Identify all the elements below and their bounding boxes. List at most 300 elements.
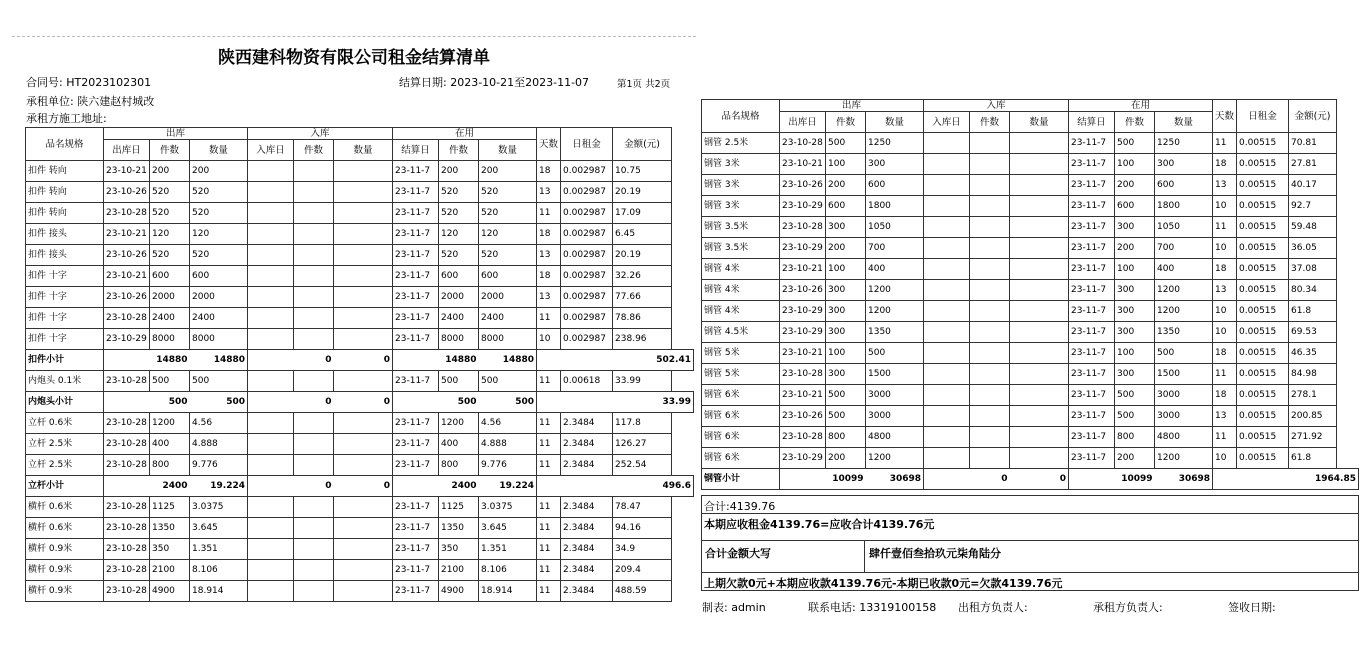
table-cell: 600: [439, 266, 479, 287]
header-days: 天数: [537, 128, 561, 161]
table-cell: 1350: [439, 518, 479, 539]
subtotal-cell: 500: [439, 392, 479, 413]
table-cell: [1010, 154, 1069, 175]
table-cell: [334, 329, 393, 350]
table-cell: 0.002987: [561, 266, 613, 287]
table-cell: 1.351: [190, 539, 248, 560]
table-cell: 23-10-28: [780, 217, 826, 238]
header-out: 出库: [104, 128, 248, 140]
table-cell: [970, 364, 1010, 385]
table-cell: 23-11-7: [1069, 217, 1115, 238]
table-cell: 18: [537, 224, 561, 245]
table-cell: 700: [866, 238, 924, 259]
table-cell: 0.00515: [1237, 238, 1289, 259]
subtotal-cell: 内炮头小计: [26, 392, 104, 413]
table-cell: [970, 322, 1010, 343]
table-cell: 20.19: [613, 245, 672, 266]
table-cell: [970, 427, 1010, 448]
table-cell: 11: [537, 434, 561, 455]
table-cell: [334, 539, 393, 560]
table-cell: 钢管 3米: [702, 154, 780, 175]
table-cell: 20.19: [613, 182, 672, 203]
table-cell: 23-10-29: [104, 329, 150, 350]
table-cell: 23-10-28: [104, 371, 150, 392]
subtotal-cell: 扣件小计: [26, 350, 104, 371]
table-cell: 18: [1213, 154, 1237, 175]
rental-table-1: [25, 127, 694, 602]
table-cell: 0.002987: [561, 224, 613, 245]
table-cell: 8000: [479, 329, 537, 350]
table-cell: 3.645: [479, 518, 537, 539]
table-cell: [248, 224, 294, 245]
table-cell: 10: [1213, 448, 1237, 469]
subtotal-cell: 0: [1010, 469, 1069, 490]
table-cell: [1010, 175, 1069, 196]
table-cell: 94.16: [613, 518, 672, 539]
table-cell: 3000: [866, 385, 924, 406]
table-cell: 18: [1213, 259, 1237, 280]
table-cell: 4.888: [479, 434, 537, 455]
table-cell: [970, 175, 1010, 196]
table-cell: [294, 518, 334, 539]
table-cell: 23-10-26: [780, 175, 826, 196]
table-cell: 2000: [190, 287, 248, 308]
table-cell: 252.54: [613, 455, 672, 476]
table-cell: 0.00515: [1237, 406, 1289, 427]
table-cell: 300: [826, 364, 866, 385]
table-cell: [294, 560, 334, 581]
table-cell: [294, 182, 334, 203]
table-cell: [334, 560, 393, 581]
table-cell: 0.002987: [561, 203, 613, 224]
table-cell: 100: [1115, 259, 1155, 280]
table-cell: [334, 161, 393, 182]
table-row: [26, 581, 694, 602]
table-cell: 1050: [1155, 217, 1213, 238]
table-row: [26, 413, 694, 434]
balance-line: 上期欠款0元+本期应收款4139.76元-本期已收款0元=欠款4139.76元: [701, 573, 1359, 591]
table-cell: [970, 301, 1010, 322]
table-cell: 600: [190, 266, 248, 287]
table-cell: 1200: [1155, 301, 1213, 322]
table-cell: 4.888: [190, 434, 248, 455]
table-cell: 520: [479, 245, 537, 266]
table-cell: [248, 518, 294, 539]
table-cell: 500: [826, 133, 866, 154]
table-cell: 92.7: [1289, 196, 1337, 217]
table-cell: 横杆 0.9米: [26, 560, 104, 581]
table-cell: 钢管 6米: [702, 427, 780, 448]
subtotal-cell: 14880: [479, 350, 537, 371]
header-amount: 金额(元): [1289, 100, 1337, 133]
table-cell: 0.00515: [1237, 385, 1289, 406]
table-cell: 10.75: [613, 161, 672, 182]
table-cell: 1200: [1155, 448, 1213, 469]
table-cell: 520: [479, 182, 537, 203]
table-cell: 61.8: [1289, 301, 1337, 322]
table-cell: [1010, 301, 1069, 322]
table-cell: [970, 196, 1010, 217]
table-cell: 77.66: [613, 287, 672, 308]
table-cell: 200: [1115, 448, 1155, 469]
table-cell: 钢管 6米: [702, 448, 780, 469]
table-cell: [334, 203, 393, 224]
table-cell: [248, 413, 294, 434]
table-cell: 23-10-28: [780, 427, 826, 448]
table-cell: [248, 455, 294, 476]
table-cell: [924, 217, 970, 238]
table-cell: [970, 217, 1010, 238]
table-cell: [1010, 280, 1069, 301]
table-cell: [1010, 133, 1069, 154]
table-cell: 23-11-7: [1069, 175, 1115, 196]
table-cell: 11: [1213, 133, 1237, 154]
table-cell: 10: [1213, 301, 1237, 322]
table-cell: 23-11-7: [393, 224, 439, 245]
table-cell: [1010, 448, 1069, 469]
table-cell: 钢管 4米: [702, 301, 780, 322]
table-cell: 23-11-7: [393, 182, 439, 203]
table-cell: [1010, 406, 1069, 427]
table-cell: 11: [537, 203, 561, 224]
table-cell: 520: [439, 245, 479, 266]
subtotal-row: [702, 469, 1359, 490]
table-cell: 300: [866, 154, 924, 175]
table-cell: 500: [190, 371, 248, 392]
table-cell: 0.00515: [1237, 259, 1289, 280]
table-cell: 3.0375: [190, 497, 248, 518]
contract-number: 合同号: HT2023102301: [26, 76, 152, 89]
table-cell: 800: [150, 455, 190, 476]
table-cell: 61.8: [1289, 448, 1337, 469]
table-cell: 23-10-28: [104, 413, 150, 434]
table-cell: [294, 413, 334, 434]
subtotal-cell: 19.224: [479, 476, 537, 497]
table-cell: 520: [479, 203, 537, 224]
table-cell: 800: [826, 427, 866, 448]
subtotal-cell: 2400: [439, 476, 479, 497]
table-cell: 80.34: [1289, 280, 1337, 301]
table-cell: 23-10-28: [780, 133, 826, 154]
table-cell: 钢管 6米: [702, 385, 780, 406]
subtotal-cell: 1964.85: [1213, 469, 1359, 490]
table-cell: [248, 329, 294, 350]
table-cell: 33.99: [613, 371, 672, 392]
table-cell: 23-11-7: [393, 413, 439, 434]
table-cell: [334, 371, 393, 392]
subtotal-cell: 500: [150, 392, 190, 413]
table-row: [702, 259, 1359, 280]
table-cell: 8.106: [479, 560, 537, 581]
table-cell: [248, 287, 294, 308]
table-cell: 23-10-28: [104, 455, 150, 476]
table-cell: 0.00515: [1237, 427, 1289, 448]
header-in-date: 入库日: [924, 112, 970, 133]
table-cell: 300: [1115, 322, 1155, 343]
table-cell: 600: [1115, 196, 1155, 217]
table-row: [702, 385, 1359, 406]
table-cell: [248, 581, 294, 602]
table-cell: 2000: [150, 287, 190, 308]
table-cell: 11: [537, 581, 561, 602]
table-cell: 23-11-7: [393, 245, 439, 266]
sign-date: 签收日期:: [1228, 601, 1276, 614]
table-cell: 238.96: [613, 329, 672, 350]
table-cell: [248, 245, 294, 266]
table-cell: 23-10-26: [104, 245, 150, 266]
table-cell: 11: [537, 455, 561, 476]
table-cell: 84.98: [1289, 364, 1337, 385]
table-cell: [970, 259, 1010, 280]
subtotal-cell: 2400: [150, 476, 190, 497]
table-cell: [1010, 385, 1069, 406]
table-cell: 23-10-29: [780, 238, 826, 259]
table-cell: 1350: [150, 518, 190, 539]
table-cell: 钢管 3.5米: [702, 238, 780, 259]
table-cell: 10: [1213, 238, 1237, 259]
table-row: [702, 322, 1359, 343]
table-cell: 23-11-7: [1069, 364, 1115, 385]
table-cell: 23-11-7: [1069, 301, 1115, 322]
table-cell: 23-10-29: [780, 196, 826, 217]
table-cell: 23-11-7: [1069, 280, 1115, 301]
table-cell: [970, 406, 1010, 427]
table-cell: 200: [439, 161, 479, 182]
table-row: [702, 343, 1359, 364]
table-cell: 2400: [150, 308, 190, 329]
subtotal-cell: 19.224: [190, 476, 248, 497]
header-amount: 金额(元): [613, 128, 672, 161]
table-row: [702, 217, 1359, 238]
subtotal-row: [26, 476, 694, 497]
header-in-pieces: 件数: [294, 140, 334, 161]
table-cell: 520: [150, 182, 190, 203]
header-settle-date: 结算日: [1069, 112, 1115, 133]
table-cell: 271.92: [1289, 427, 1337, 448]
table-cell: 300: [1155, 154, 1213, 175]
table-cell: 0.00515: [1237, 280, 1289, 301]
table-cell: 100: [826, 343, 866, 364]
table-cell: 1200: [866, 301, 924, 322]
rental-table-2: [701, 99, 1359, 490]
table-cell: 23-11-7: [393, 308, 439, 329]
table-cell: 117.8: [613, 413, 672, 434]
table-cell: 0.00515: [1237, 301, 1289, 322]
table-cell: 500: [1115, 385, 1155, 406]
table-cell: 700: [1155, 238, 1213, 259]
table-cell: [248, 371, 294, 392]
table-cell: 0.00515: [1237, 196, 1289, 217]
table-cell: [970, 448, 1010, 469]
table-row: [702, 280, 1359, 301]
table-cell: 520: [190, 182, 248, 203]
table-cell: 1350: [866, 322, 924, 343]
maker: 制表: admin: [702, 601, 766, 614]
table-cell: 10: [537, 329, 561, 350]
subtotal-cell: 0: [334, 350, 393, 371]
table-cell: 278.1: [1289, 385, 1337, 406]
table-cell: 23-11-7: [1069, 448, 1115, 469]
table-cell: [334, 224, 393, 245]
subtotal-cell: [104, 476, 150, 497]
table-cell: 11: [537, 560, 561, 581]
table-cell: 120: [190, 224, 248, 245]
table-cell: 1800: [866, 196, 924, 217]
table-cell: 10: [1213, 322, 1237, 343]
table-row: [26, 224, 694, 245]
table-cell: 18: [537, 266, 561, 287]
subtotal-cell: 30698: [1155, 469, 1213, 490]
table-cell: 100: [826, 154, 866, 175]
table-cell: [924, 196, 970, 217]
table-cell: 100: [826, 259, 866, 280]
table-cell: 1800: [1155, 196, 1213, 217]
header-use: 在用: [393, 128, 537, 140]
table-cell: 18: [1213, 385, 1237, 406]
table-cell: 11: [537, 413, 561, 434]
table-cell: 23-10-21: [780, 259, 826, 280]
table-cell: 钢管 4米: [702, 259, 780, 280]
settlement-date: 结算日期: 2023-10-21至2023-11-07: [399, 76, 590, 89]
table-cell: 23-11-7: [393, 371, 439, 392]
table-cell: 200: [826, 238, 866, 259]
table-cell: 23-11-7: [393, 455, 439, 476]
table-cell: 内炮头 0.1米: [26, 371, 104, 392]
table-cell: [924, 301, 970, 322]
table-row: [702, 175, 1359, 196]
subtotal-cell: 0: [334, 476, 393, 497]
table-row: [26, 497, 694, 518]
table-cell: 9.776: [479, 455, 537, 476]
table-cell: [248, 182, 294, 203]
table-cell: 23-11-7: [1069, 427, 1115, 448]
header-use-pieces: 件数: [439, 140, 479, 161]
table-cell: 扣件 接头: [26, 245, 104, 266]
subtotal-cell: [104, 392, 150, 413]
subtotal-cell: [393, 350, 439, 371]
table-cell: [334, 182, 393, 203]
table-cell: 4900: [150, 581, 190, 602]
table-cell: 3.0375: [479, 497, 537, 518]
table-cell: 扣件 十字: [26, 287, 104, 308]
table-cell: [924, 427, 970, 448]
subtotal-cell: 10099: [826, 469, 866, 490]
header-out-pieces: 件数: [150, 140, 190, 161]
table-cell: 0.002987: [561, 161, 613, 182]
table-cell: 0.00515: [1237, 364, 1289, 385]
table-cell: [294, 581, 334, 602]
table-cell: 520: [190, 245, 248, 266]
table-cell: 1200: [439, 413, 479, 434]
table-cell: 300: [1115, 301, 1155, 322]
due-line: 本期应收租金4139.76=应收合计4139.76元: [701, 513, 1359, 541]
table-cell: [248, 203, 294, 224]
table-cell: 横杆 0.6米: [26, 518, 104, 539]
table-cell: [924, 448, 970, 469]
table-cell: 4800: [1155, 427, 1213, 448]
table-cell: 300: [826, 322, 866, 343]
table-cell: 3000: [1155, 385, 1213, 406]
table-cell: 23-11-7: [393, 581, 439, 602]
table-cell: [294, 434, 334, 455]
table-cell: 23-11-7: [1069, 385, 1115, 406]
table-cell: 11: [1213, 217, 1237, 238]
renter-address: 承租方施工地址:: [26, 112, 107, 125]
table-cell: 23-11-7: [393, 203, 439, 224]
table-cell: [924, 406, 970, 427]
table-cell: 200: [826, 175, 866, 196]
table-cell: 520: [150, 203, 190, 224]
table-cell: [248, 497, 294, 518]
table-row: [702, 133, 1359, 154]
table-cell: 23-10-26: [780, 280, 826, 301]
table-cell: 300: [826, 301, 866, 322]
table-cell: [924, 322, 970, 343]
table-cell: 500: [1115, 406, 1155, 427]
table-cell: 120: [439, 224, 479, 245]
subtotal-cell: 14880: [439, 350, 479, 371]
table-row: [702, 196, 1359, 217]
table-cell: 扣件 接头: [26, 224, 104, 245]
table-cell: 23-11-7: [393, 518, 439, 539]
table-cell: [924, 385, 970, 406]
table-cell: [294, 161, 334, 182]
table-cell: 11: [1213, 364, 1237, 385]
table-cell: 18.914: [190, 581, 248, 602]
table-cell: 4.56: [190, 413, 248, 434]
table-cell: 23-11-7: [393, 161, 439, 182]
table-cell: 1200: [866, 448, 924, 469]
header-in: 入库: [248, 128, 393, 140]
table-cell: 0.002987: [561, 308, 613, 329]
table-cell: 18.914: [479, 581, 537, 602]
table-cell: 500: [150, 371, 190, 392]
capital-amount-row: [701, 541, 1359, 573]
subtotal-cell: 14880: [190, 350, 248, 371]
table-cell: 23-10-28: [104, 560, 150, 581]
table-cell: 70.81: [1289, 133, 1337, 154]
table-row: [702, 154, 1359, 175]
table-row: [702, 427, 1359, 448]
subtotal-cell: [924, 469, 970, 490]
table-cell: 2.3484: [561, 497, 613, 518]
table-cell: 13: [537, 287, 561, 308]
table-cell: [1010, 322, 1069, 343]
table-row: [26, 455, 694, 476]
subtotal-cell: [780, 469, 826, 490]
table-cell: 2.3484: [561, 560, 613, 581]
subtotal-cell: 33.99: [537, 392, 694, 413]
table-cell: 11: [537, 539, 561, 560]
table-cell: 钢管 5米: [702, 343, 780, 364]
subtotal-cell: 立杆小计: [26, 476, 104, 497]
table-cell: [334, 308, 393, 329]
table-cell: 1.351: [479, 539, 537, 560]
header-settle-date: 结算日: [393, 140, 439, 161]
subtotal-cell: 钢管小计: [702, 469, 780, 490]
table-cell: 2400: [439, 308, 479, 329]
table-cell: 6.45: [613, 224, 672, 245]
header-out-qty: 数量: [866, 112, 924, 133]
table-cell: 23-11-7: [393, 329, 439, 350]
renter-unit: 承租单位: 陕六建赵村城改: [26, 95, 155, 108]
table-cell: [1010, 364, 1069, 385]
table-cell: [334, 287, 393, 308]
table-cell: [334, 581, 393, 602]
table-cell: 13: [1213, 280, 1237, 301]
table-cell: 23-10-29: [780, 448, 826, 469]
table-cell: 23-11-7: [393, 434, 439, 455]
